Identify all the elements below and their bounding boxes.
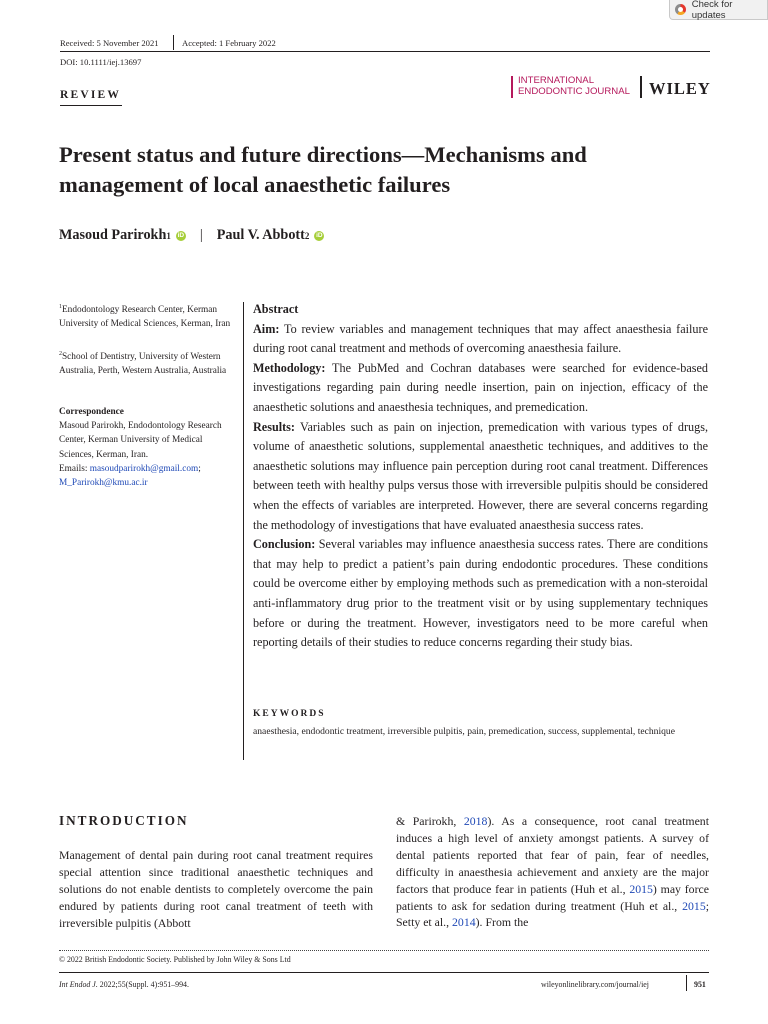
citation-link[interactable]: 2014 xyxy=(452,915,476,930)
citation-link[interactable]: 2018 xyxy=(463,814,488,828)
conclusion-label: Conclusion: xyxy=(253,537,316,552)
crossmark-icon xyxy=(675,4,686,15)
author-affiliation-marker: 1 xyxy=(166,230,171,241)
email-separator: ; xyxy=(198,463,201,474)
correspondence-emails xyxy=(59,462,237,490)
date-divider xyxy=(173,35,174,50)
correspondence xyxy=(59,405,237,490)
affiliation xyxy=(59,347,237,379)
body-text: ; Setty et al., xyxy=(396,898,709,930)
accepted-date: Accepted: 1 February 2022 xyxy=(182,38,276,48)
journal-url[interactable]: wileyonlinelibrary.com/journal/iej xyxy=(541,980,649,989)
results-text: Variables such as pain on injection, premedication with various types of drugs, volume of anaesthetic solutions, supplemental anaesthetic techniques, and additives to the anaesthetic solutions may influence pain perception during root canal treatment. Differences between teeth with healthy pulps versus those with irreversible pulpitis should be considered when the effects of variables are interpreted. However, there are several concerns regarding the methodology of investigations that have evaluated anaesthesia success rates. xyxy=(253,419,708,532)
citation xyxy=(59,980,189,989)
copyright: © 2022 British Endodontic Society. Published by John Wiley & Sons Ltd xyxy=(59,955,291,964)
body-text: ). As a consequence, root canal treatment induces a high level of anxiety amongst patients. A survey of dental patients reported that fear of pain, fear of needles, difficulty in anaesthesia achievement and anxiety are the major factors that produce fear in patients (Huh et al., xyxy=(396,814,709,896)
page-number: 951 xyxy=(694,980,706,989)
journal-logo-line1: INTERNATIONAL xyxy=(518,75,595,86)
orcid-icon[interactable]: iD xyxy=(316,231,323,239)
footer-rule xyxy=(59,972,709,973)
affiliation-text: Endodontology Research Center, Kerman University of Medical Sciences, Kerman, Iran xyxy=(59,305,231,330)
abstract-methodology xyxy=(253,359,708,418)
abstract-rule xyxy=(243,302,244,760)
journal-logo-line2: ENDODONTIC JOURNAL xyxy=(518,85,630,97)
keywords-text: anaesthesia, endodontic treatment, irreversible pulpitis, pain, premedication, success, supplemental, technique xyxy=(253,726,675,737)
introduction-column-2 xyxy=(396,813,709,931)
aim-text: To review variables and management techniques that may affect anaesthesia failure during root canal treatment and methods of overcoming anaesthesia failure. xyxy=(253,321,708,356)
author-name: Paul V. Abbott xyxy=(216,227,305,243)
keywords-heading: KEYWORDS xyxy=(253,709,326,719)
affiliation-text: School of Dentistry, University of Western Australia, Perth, Western Australia, Australia xyxy=(59,352,227,377)
body-text: ) may force patients to ask for sedation during treatment (Huh et al., xyxy=(396,881,709,913)
abstract-heading: Abstract xyxy=(253,302,299,316)
section-rule xyxy=(60,105,122,106)
received-date: Received: 5 November 2021 xyxy=(60,38,159,48)
abstract-aim xyxy=(253,320,708,359)
article-title: Present status and future directions—Mechanisms and management of local anaesthetic failures xyxy=(59,142,587,197)
author-list xyxy=(59,227,324,244)
emails-label: Emails: xyxy=(59,463,88,474)
abstract xyxy=(253,300,708,653)
email-link[interactable]: masoudparirokh@gmail.com xyxy=(89,463,199,474)
affiliation-marker: 1 xyxy=(59,304,62,310)
orcid-icon[interactable]: iD xyxy=(177,231,185,239)
introduction-column-1: Management of dental pain during root canal treatment requires special attention since traditional anaesthetic techniques and solutions do not enable dentists to completely overcome the pain endured by patients during root canal treatment of teeth with irreversible pulpitis (Abbott xyxy=(59,848,373,930)
citation-link[interactable]: 2015 xyxy=(682,898,706,913)
introduction-heading: INTRODUCTION xyxy=(59,813,189,828)
abstract-results xyxy=(253,418,708,536)
logo-divider xyxy=(640,76,642,98)
affiliation xyxy=(59,300,237,332)
email-link[interactable]: M_Parirokh@kmu.ac.ir xyxy=(59,478,148,489)
doi[interactable]: DOI: 10.1111/iej.13697 xyxy=(60,57,142,67)
author-affiliation-marker: 2 xyxy=(304,230,310,241)
publisher-logo: WILEY xyxy=(649,79,711,98)
author-separator: | xyxy=(199,227,203,243)
section-label: REVIEW xyxy=(60,89,122,101)
check-for-updates-label: Check for updates xyxy=(691,0,733,21)
check-for-updates-button[interactable] xyxy=(669,0,768,20)
correspondence-heading: Correspondence xyxy=(59,407,124,417)
citation-link[interactable]: 2015 xyxy=(629,881,653,896)
body-text: & Parirokh, xyxy=(396,814,464,828)
results-label: Results: xyxy=(253,419,295,434)
conclusion-text: Several variables may influence anaesthesia success rates. There are conditions that may help to predict a patient’s pain during endodontic procedures. These conditions could be overcome either by employing methods such as premedication with a non-steroidal anti-inflammatory drug prior to the treatment visit or by using supplementary techniques before or during the treatment. However, investigators need to be more careful when reporting details of their studies to reduce concerns regarding their study bias. xyxy=(253,537,708,650)
methodology-label: Methodology: xyxy=(253,360,326,375)
citation-volume: 2022;55(Suppl. 4):951–994. xyxy=(97,980,189,989)
abstract-conclusion xyxy=(253,535,708,653)
aim-label: Aim: xyxy=(253,321,280,336)
body-text: ). From the xyxy=(475,915,529,930)
affiliation-marker: 2 xyxy=(59,351,62,357)
footer-divider xyxy=(686,975,687,991)
header-rule xyxy=(60,51,710,52)
journal-logo xyxy=(511,76,630,98)
footer-dotted-rule xyxy=(59,950,709,951)
author-name: Masoud Parirokh xyxy=(59,227,167,243)
correspondence-text: Masoud Parirokh, Endodontology Research Center, Kerman University of Medical Sciences, Kerman, Iran. xyxy=(59,421,222,460)
citation-journal: Int Endod J. xyxy=(59,980,98,989)
methodology-text: The PubMed and Cochran databases were searched for evidence-based investigations regarding pain during needle insertion, pain on injection, efficacy of the anaesthetic solutions and anaesthesia techniques, and premedication. xyxy=(253,360,708,414)
